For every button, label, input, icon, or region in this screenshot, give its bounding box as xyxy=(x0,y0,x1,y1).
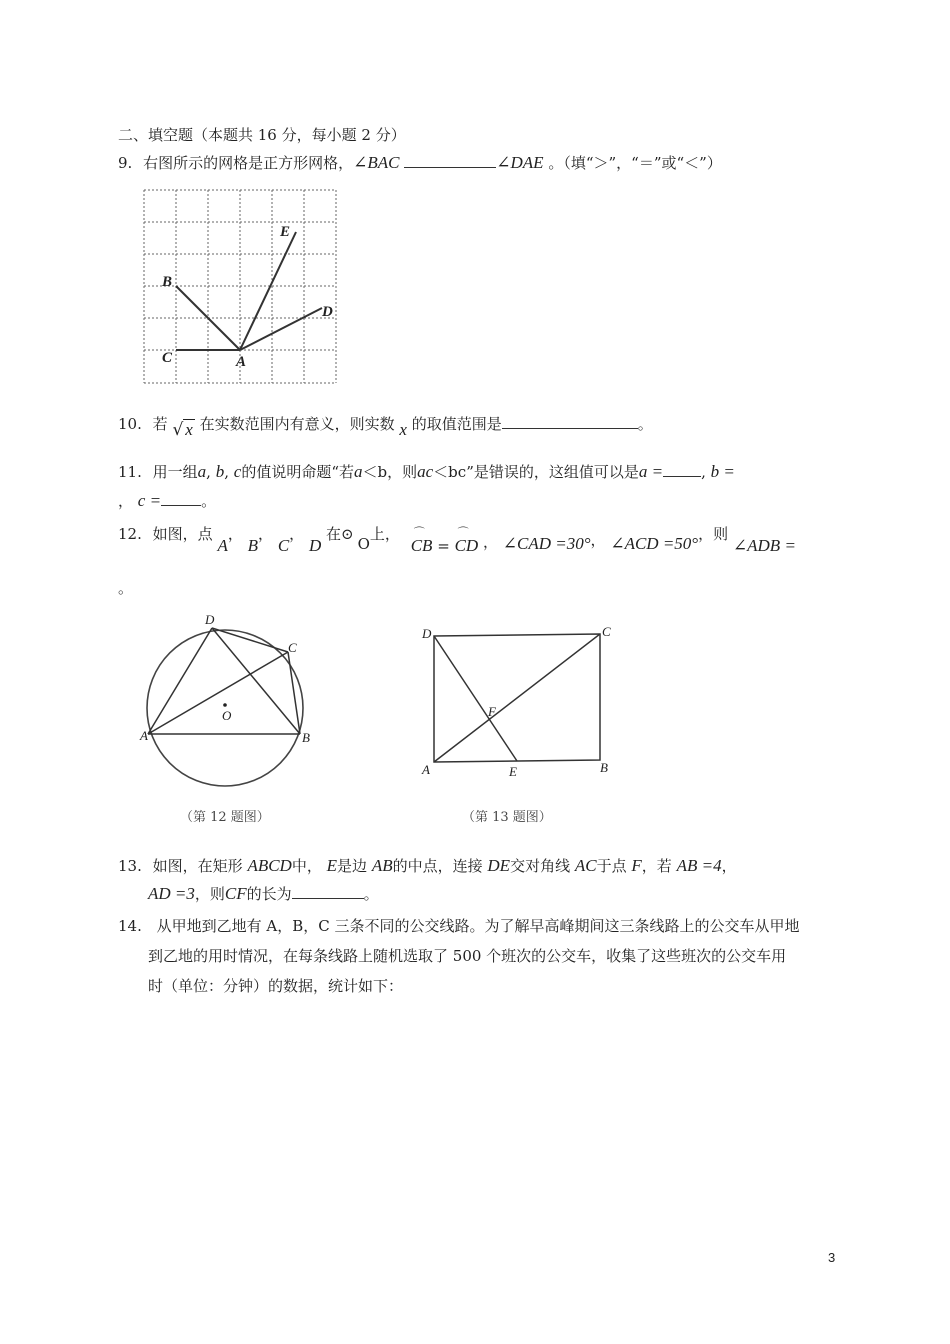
segment-de: DE xyxy=(487,856,511,875)
question-text: 。（填“＞”，“＝”或“＜”） xyxy=(548,154,722,172)
grid-figure xyxy=(140,188,340,386)
answer-blank[interactable] xyxy=(404,153,496,168)
question-number: 14. xyxy=(118,917,142,935)
comma: ， xyxy=(258,525,274,543)
point-c: C xyxy=(277,536,290,555)
question-text: 交对角线 xyxy=(510,857,571,875)
circle-figure xyxy=(138,612,318,792)
question-text: 若 xyxy=(152,415,168,433)
angle-bac: ∠BAC xyxy=(353,153,400,172)
side-ab: AB xyxy=(371,856,393,875)
period: 。 xyxy=(637,415,653,433)
cond-var: ac xyxy=(417,462,434,481)
answer-blank-c[interactable] xyxy=(161,491,201,506)
label-c: C xyxy=(288,640,297,655)
question-text: 在⊙ xyxy=(326,525,354,543)
question-14-line3: 时（单位：分钟）的数据，统计如下： xyxy=(148,977,404,995)
label-b: B xyxy=(600,760,608,775)
label-c: C xyxy=(602,624,611,639)
point-b: B xyxy=(247,536,259,555)
b-equals: b = xyxy=(710,462,735,481)
caption-12: （第 12 题图） xyxy=(180,810,270,825)
question-text: 的中点，连接 xyxy=(392,857,483,875)
label-a: A xyxy=(422,762,430,777)
question-number: 13. xyxy=(118,857,142,875)
variable-x: x xyxy=(399,420,407,439)
question-text-line1: 从甲地到乙地有 A，B，C 三条不同的公交线路。为了解早高峰期间这三条线路上的公交车从甲地 xyxy=(156,917,800,935)
question-text: 在实数范围内有意义，则实数 xyxy=(199,415,395,433)
question-14-line2: 到乙地的用时情况，在每条线路上随机选取了 500 个班次的公交车，收集了这些班次的公交车用 xyxy=(148,947,787,965)
var-b: b xyxy=(215,462,225,481)
cond-rest: ＜b xyxy=(362,463,388,481)
sqrt-expression: √ x xyxy=(172,420,193,440)
question-text: ，若 xyxy=(641,857,672,875)
question-text: ，则 xyxy=(194,885,225,903)
comma: ， xyxy=(721,857,737,875)
arc-mark: ⌒ xyxy=(457,526,469,539)
answer-blank-a[interactable] xyxy=(663,462,701,477)
question-13 xyxy=(118,856,737,876)
comma: ， xyxy=(289,525,305,543)
question-number: 10. xyxy=(118,415,142,433)
c-equals: c = xyxy=(137,491,162,510)
circle-o: O xyxy=(357,535,370,553)
question-number: 9. xyxy=(118,154,133,172)
label-f: F xyxy=(488,704,496,719)
question-text: 的取值范围是 xyxy=(411,415,502,433)
var-c: c xyxy=(233,462,242,481)
var-a: a xyxy=(197,462,207,481)
question-text: 的值说明命题“若 xyxy=(241,463,354,481)
question-text: ”是错误的，这组值可以是 xyxy=(466,463,639,481)
label-b: B xyxy=(302,730,310,745)
caption-13: （第 13 题图） xyxy=(462,810,552,825)
condition-cad: ∠CAD =30° xyxy=(502,534,591,553)
answer-blank[interactable] xyxy=(502,414,638,429)
point-e: E xyxy=(326,856,338,875)
label-d: D xyxy=(205,612,215,627)
label-e: E xyxy=(509,764,517,779)
condition-acd: ∠ACD =50° xyxy=(610,534,699,553)
cond-rest: ＜bc xyxy=(433,463,467,481)
answer-blank[interactable] xyxy=(292,884,364,899)
question-text: 于点 xyxy=(596,857,627,875)
angle-dae: ∠DAE xyxy=(496,153,544,172)
question-number: 12. xyxy=(118,525,142,543)
arc-cd: CD xyxy=(454,536,479,555)
diagonal-ac: AC xyxy=(574,856,597,875)
comma: ， xyxy=(482,533,498,551)
question-text: 用一组 xyxy=(152,463,198,481)
question-12-end xyxy=(118,578,133,598)
point-a: A xyxy=(217,536,228,555)
label-e: E xyxy=(280,224,291,240)
question-11 xyxy=(118,462,735,482)
equals: = xyxy=(437,537,450,555)
label-d: D xyxy=(322,304,333,320)
question-14 xyxy=(118,916,800,936)
target-adb: ∠ADB = xyxy=(732,536,796,555)
question-number: 11. xyxy=(118,463,142,481)
condition-ad: AD =3 xyxy=(148,884,195,903)
condition-ab: AB =4 xyxy=(676,856,722,875)
question-text: ，则 xyxy=(698,525,729,543)
comma: , xyxy=(206,463,211,481)
section-title: 二、填空题（本题共 16 分，每小题 2 分） xyxy=(118,126,406,144)
question-text: 上， xyxy=(369,525,400,543)
question-text: 中， xyxy=(291,857,322,875)
question-12 xyxy=(118,524,796,555)
rectangle-figure xyxy=(418,620,618,782)
period: 。 xyxy=(201,492,217,510)
cond-var: a xyxy=(354,462,363,481)
period: 。 xyxy=(118,579,134,597)
question-13-cont xyxy=(148,884,379,904)
comma: , xyxy=(224,463,229,481)
question-text: ，则 xyxy=(387,463,418,481)
sqrt-radicand: x xyxy=(185,420,193,439)
question-11-cont xyxy=(118,491,216,511)
segment-cf: CF xyxy=(224,884,247,903)
label-c: C xyxy=(162,350,173,366)
question-text: 右图所示的网格是正方形网格， xyxy=(143,154,354,172)
label-d: D xyxy=(422,626,432,641)
page-number: 3 xyxy=(828,1250,836,1265)
label-o: O xyxy=(222,708,232,723)
arc-equation xyxy=(410,526,483,555)
comma: , xyxy=(701,463,706,481)
question-9 xyxy=(118,153,722,173)
point-f: F xyxy=(631,856,642,875)
period: 。 xyxy=(363,885,379,903)
rect-abcd: ABCD xyxy=(247,856,292,875)
label-a: A xyxy=(236,354,247,370)
label-a: A xyxy=(140,728,148,743)
label-b: B xyxy=(162,274,173,290)
comma: ， xyxy=(118,492,134,510)
question-text: 如图，点 xyxy=(152,525,213,543)
comma: ， xyxy=(590,531,606,549)
question-10 xyxy=(118,414,653,440)
a-equals: a = xyxy=(638,462,664,481)
point-d: D xyxy=(308,536,322,555)
comma: ， xyxy=(227,525,243,543)
arc-mark: ⌒ xyxy=(413,526,425,539)
question-text: 如图，在矩形 xyxy=(152,857,243,875)
question-text: 是边 xyxy=(337,857,368,875)
question-text: 的长为 xyxy=(246,885,292,903)
arc-cb: CB xyxy=(410,536,433,555)
